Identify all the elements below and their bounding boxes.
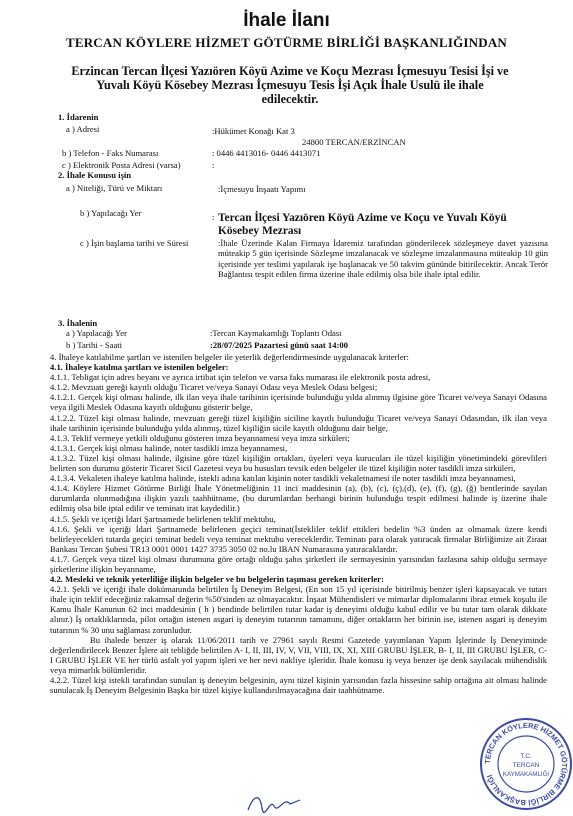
document-title: İhale İlanı	[243, 10, 330, 31]
start-value: :İhale Üzerinde Kalan Firmaya İdaremiz tarafından gönderilecek sözleşmeye davet yazısına müteakip 5 gün içerisinde Sözleşme imzalanacak ve sözleşme imzalanmasına müteakip 10 gün içerisinde yer teslimi yapılarak işe başlanacak ve 50 takvim gününde bitirilecektir. Ancak Terör Bağlantısı tespit edilen firma üzerine ihale edilmiş olsa bile ihale iptal edilir.	[218, 238, 548, 280]
tender-subject	[40, 64, 540, 106]
issuing-authority: TERCAN KÖYLERE HİZMET GÖTÜRME BİRLİĞİ BAŞKANLIĞINDAN	[65, 35, 508, 50]
criteria-paragraph: 4.1.3.4. Vekaleten ihaleye katılma halinde, istekli adına katılan kişinin noter tasdikli vekaletnamesi ile noter tasdikli imza beyannamesi,	[50, 473, 516, 484]
stamp-center-line-2: TERCAN	[512, 762, 540, 769]
date-label: b ) Tarihi - Saati	[66, 340, 123, 350]
criteria-paragraph: 4.1.4. Köylere Hizmet Götürme Birliği İhale Yönetmeliğinin 11 inci maddesinin (a), (b), (c), (ç),(d), (e), (f), (g), (ğ) bentlerinde sayılan durumlarda olunmadığına ilişkin yazılı taahhütname, (bu durumlardan herhangi birinin bulunduğu tespit edilmesi halinde iş üzerine ihale edilmiş olsa bile iptal edilir ve teminatı irat kaydedilir.)	[50, 483, 547, 514]
place-value: Tercan İlçesi Yazıören Köyü Azime ve Koçu ve Yuvalı Köyü Kösebey Mezrası	[218, 212, 507, 237]
criteria-list	[50, 352, 547, 695]
stamp-center-line-1: T.C.	[520, 753, 532, 760]
criteria-paragraph: 4.1.1. Tebligat için adres beyanı ve ayrıca irtibat için telefon ve varsa faks numarası ile elektronik posta adresi,	[50, 372, 431, 383]
tender-subject-line-1: Erzincan Tercan İlçesi Yazıören Köyü Azime ve Koçu Mezrası İçmesuyu Tesisi İşi ve	[71, 64, 509, 78]
criteria-paragraph: 4.1.5. Şekli ve içeriği İdari Şartnamede belirlenen teklif mektubu,	[50, 513, 276, 524]
email-value: :	[212, 160, 215, 170]
criteria-paragraph: 4.1.2. Mevzuatı gereği kayıtlı olduğu Ticaret ve/veya Sanayi Odası veya Meslek Odası belgesi;	[50, 382, 378, 393]
stamp-ring-text: TERCAN KÖYLERE HİZMET GÖTÜRME BİRLİĞİ BAŞKANLIĞI	[482, 720, 570, 808]
stamp-center-line-3: KAYMAKAMLIĞI	[502, 771, 550, 778]
address-line-1: :Hükümet Konağı Kat 3	[212, 126, 295, 136]
criteria-paragraph: Bu ihalede benzer iş olarak 11/06/2011 tarih ve 27961 sayılı Resmi Gazetede yayımlanan Yapım İşlerinde İş Deneyiminde değerlendirilecek Benzer İşlere ait tebliğde belirtilen A- I, II, III, IV, V, VII, VIII, IX, XI, XIII GRUBU İŞLER, B- I, II, III GRUBU İŞLER, C- I GRUBU İŞLER VE her türlü asfalt yol yapım işleri ve her nevi nakliye işleridir. İhale konusu iş veya benzer işe denk sayılacak mühendislik veya mimarlık bölümleridir.	[50, 634, 547, 675]
venue-label: a ) Yapılacağı Yer	[66, 328, 127, 338]
phone-label: b ) Telefon - Faks Numarası	[62, 148, 159, 158]
section-3-heading: 3. İhalenin	[58, 318, 98, 328]
official-stamp-icon	[478, 716, 573, 812]
phone-value: : 0446 4413016- 0446 4413071	[212, 148, 321, 158]
tender-subject-line-2: Yuvalı Köyü Kösebey Mezrası İçmesuyu Tesis İşi Açık İhale Usulü ile ihale	[96, 78, 484, 92]
signature-mark	[240, 790, 310, 816]
tender-subject-line-3: edilecektir.	[261, 92, 319, 106]
email-label: c ) Elektronik Posta Adresi (varsa)	[62, 160, 181, 170]
nature-label: a ) Niteliği, Türü ve Miktarı	[66, 183, 163, 193]
criteria-paragraph: 4.1. İhaleye katılma şartları ve istenilen belgeler:	[50, 362, 229, 373]
criteria-paragraph: 4.2.1. Şekli ve içeriği ihale dokümanında belirtilen İş Deneyim Belgesi, (En son 15 yıl içerisinde bitirilmiş benzer işleri kapsayacak ve tutarı ihale için teklif edeceğiniz rakamsal değerin %50'sinden az olmayacaktır. İnşaat Mühendisleri ve mimarlar diplomalarını ibraz etmek koşulu ile Kamu İhale Kanunun 62 inci maddesinin ( h ) bendinde belirtilen tutar kadar iş deneyimi olduğu kabul edilir ve bu tutar tam olarak dikkate alınır.) İş ortaklıklarında, pilot ortağın istenen asgari iş deneyim tutarının tamamını, diğer ortakların her birinin ise, istenen asgari iş deneyim tutarının % 30 unu sağlaması zorunludur.	[50, 584, 547, 635]
section-2-heading: 2. İhale Konusu işin	[58, 170, 132, 180]
criteria-paragraph: 4.1.3.1. Gerçek kişi olması halinde, noter tasdikli imza beyannamesi,	[50, 442, 288, 453]
criteria-paragraph: 4.1.3. Teklif vermeye yetkili olduğunu gösteren imza beyannamesi veya imza sirküleri;	[50, 432, 350, 443]
address-label: a ) Adresi	[66, 124, 100, 134]
place-colon: :	[212, 212, 215, 222]
address-line-2: 24800 TERCAN/ERZİNCAN	[302, 137, 406, 147]
criteria-paragraph: 4.1.2.2. Tüzel kişi olması halinde, mevzuatı gereği tüzel kişiliğin siciline kayıtlı bulunduğu Ticaret ve/veya Sanayi Odasından, ilk ilan veya ihale tarihinin içerisinde bulunduğu yılda alınmış, tüzel kişiliğin sicile kayıtlı olduğunu dair belge,	[50, 412, 547, 433]
nature-value: :İçmesuyu İnşaatı Yapımı	[218, 184, 306, 194]
start-label: c ) İşin başlama tarihi ve Süresi	[80, 238, 189, 248]
criteria-paragraph: 4.2. Mesleki ve teknik yeterliliğe ilişkin belgeler ve bu belgelerin taşıması gereken kriterler:	[50, 574, 384, 585]
criteria-paragraph: 4.1.3.2. Tüzel kişi olması halinde, ilgisine göre tüzel kişiliğin ortakları, üyeleri veya kurucuları ile tüzel kişiliğin yönetimindeki görevlileri belirten son durumu gösterir Ticaret Sicil Gazetesi veya bu hususları tevsik eden belgeler ile tüzel kişiliğin noter tasdikli imza sirküleri,	[50, 452, 547, 474]
date-value: :28/07/2025 Pazartesi günü saat 14:00	[210, 340, 348, 350]
criteria-paragraph: 4.1.2.1. Gerçek kişi olması halinde, ilk ilan veya ihale tarihinin içerisinde bulunduğu yılda alınmış ilgisine göre Ticaret ve/veya Sanayi Odasına veya ilgili Meslek Odasına kayıtlı olduğunu gösterir belge,	[50, 392, 547, 413]
section-1-heading: 1. İdarenin	[58, 112, 99, 122]
venue-value: :Tercan Kaymakamlığı Toplantı Odası	[210, 328, 342, 338]
criteria-paragraph: 4.1.7. Gerçek veya tüzel kişi olması durumuna göre ortağı olduğu şahıs şirketleri ile sermayesinin yarısından fazlasına sahip olduğu sermaye şirketlerine ilişkin beyanname,	[50, 553, 547, 574]
criteria-paragraph: 4. İhaleye katılabilme şartları ve istenilen belgeler ile yeterlik değerlendirmesinde uygulanacak kriterler:	[50, 352, 409, 362]
criteria-paragraph: 4.1.6. Şekli ve içeriği İdari Şartnamede belirlenen geçici teminat(İstekliler teklif ettikleri bedelin %3 ünden az olmamak üzere kendi belirleyecekleri tutarda geçici teminat bedeli veya teminat mektubu vereceklerdir. Teminatı para olarak yatıracak firmalar Birliğimize ait Ziraat Bankası Tercan Şubesi TR13 0001 0001 1427 3735 3050 02 no.lu IBAN Numarasına yatıracaklardır.	[50, 523, 547, 554]
place-label: b ) Yapılacağı Yer	[80, 208, 142, 218]
criteria-paragraph: 4.2.2. Tüzel kişi istekli tarafından sunulan iş deneyim belgesinin, aynı tüzel kişinin yarısından fazla hissesine sahip ortağına ait olması halinde sunulacak İş Deneyim Belgesinin Başka bir tüzel kişiye kullandırılmayacağına dair taahhütname.	[50, 675, 547, 696]
